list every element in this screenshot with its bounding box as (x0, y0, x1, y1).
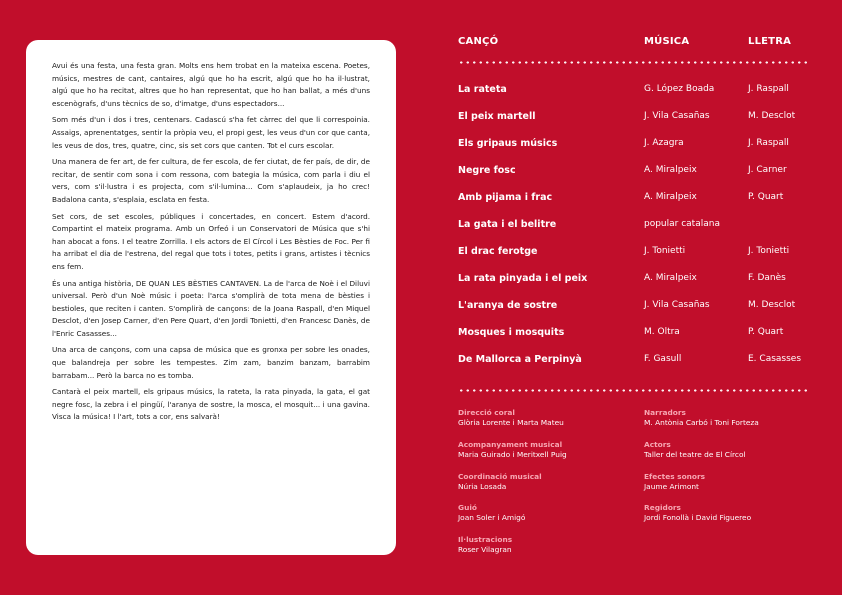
song-title: L'aranya de sostre (458, 300, 558, 311)
song-music: J. Vila Casañas (644, 111, 710, 121)
song-lyrics: J. Raspall (748, 138, 789, 148)
song-lyrics: P. Quart (748, 327, 784, 337)
header-song: CANÇÓ (458, 36, 499, 47)
credit-item (458, 503, 525, 523)
paragraph-4: Set cors, de set escoles, públiques i concertades, en concert. Estem d'acord. Compartint el mateix programa. Amb un Orfeó i un Conservatori de Música que s'hi han abocat a fons. I el teatre Zorrilla. I els actors de El Círcol i Les Bèsties de Foc. Per fi ha arribat el dia de l'estrena, del regal que tots i totes, petits i grans, artistes i tècnics ens fem. (52, 211, 370, 271)
credit-role: Efectes sonors (644, 472, 706, 481)
song-music: A. Miralpeix (644, 273, 697, 283)
song-row (458, 354, 810, 372)
song-title: Amb pijama i frac (458, 192, 553, 203)
song-title: Mosques i mosquits (458, 327, 565, 338)
song-lyrics: F. Danès (748, 273, 786, 283)
song-lyrics: M. Desclot (748, 300, 796, 310)
paragraph-7: Cantarà el peix martell, els gripaus músics, la rateta, la rata pinyada, la gata, el gat negre fosc, la zebra i el pingüí, l'aranya de sostre, la mosca, el mosquit... i una gavina. Visca la música! I l'art, tots a cor, ens salvarà! (52, 387, 370, 422)
song-row (458, 84, 810, 102)
song-row (458, 300, 810, 318)
credit-name: Joan Soler i Amigó (458, 513, 526, 522)
song-row (458, 219, 810, 237)
song-row (458, 273, 810, 291)
paragraph-1: Avui és una festa, una festa gran. Molts ens hem trobat en la mateixa escena. Poetes, músics, mestres de cant, cantaires, algú que ho ha escrit, algú que ho ha il·lustrat, algú que ho ha recitat, altres que ho han representat, que ho han ballat, a més d'uns escenògrafs, d'uns tècnics de so, d'imatge, d'uns espectadors... (52, 61, 370, 108)
song-music: A. Miralpeix (644, 165, 697, 175)
song-music: M. Oltra (644, 327, 680, 337)
song-row (458, 138, 810, 156)
song-lyrics: J. Raspall (748, 84, 789, 94)
credit-name: Maria Guirado i Meritxell Puig (458, 450, 567, 459)
song-title: El drac ferotge (458, 246, 538, 257)
song-lyrics: E. Casasses (748, 354, 802, 364)
dotted-divider (458, 61, 810, 64)
header-music: MÚSICA (644, 36, 690, 47)
credit-item (644, 440, 746, 460)
song-lyrics: J. Tonietti (748, 246, 790, 256)
credit-item (644, 472, 705, 492)
credit-role: Guió (458, 503, 477, 512)
credit-item (458, 472, 542, 492)
paragraph-3: Una manera de fer art, de fer cultura, de fer escola, de fer ciutat, de fer país, de dir, de recitar, de sentir com sona i com ressona, com bategia la música, com parla i diu el vers, com s'il·lustra i es projecta, com s'il·lumina... Com s'aplaudeix, ja ho crec! Badalona canta, s'esplaia, esclata en festa. (52, 157, 370, 204)
song-row (458, 111, 810, 129)
song-title: De Mallorca a Perpinyà (458, 354, 582, 365)
credit-role: Acompanyament musical (458, 440, 563, 449)
song-title: Negre fosc (458, 165, 516, 176)
credit-item (644, 503, 751, 523)
song-music: J. Azagra (644, 138, 684, 148)
credit-name: Taller del teatre de El Círcol (644, 450, 746, 459)
song-title: La rata pinyada i el peix (458, 273, 588, 284)
song-music: G. López Boada (644, 84, 715, 94)
song-lyrics: J. Carner (748, 165, 787, 175)
credit-name: Núria Losada (458, 482, 507, 491)
text-card (26, 40, 396, 555)
song-lyrics: M. Desclot (748, 111, 796, 121)
song-music: J. Tonietti (644, 246, 686, 256)
song-music: F. Gasull (644, 354, 682, 364)
song-music: A. Miralpeix (644, 192, 697, 202)
credit-item (644, 408, 759, 428)
credit-name: Glòria Lorente i Marta Mateu (458, 418, 564, 427)
paragraph-6: Una arca de cançons, com una capsa de música que es gronxa per sobre les onades, que balandreja per sobre les tempestes. Zim zam, banzim banzam, barrabim barrabam... Però la barca no es tomba. (52, 345, 370, 380)
song-title: La gata i el belitre (458, 219, 557, 230)
dotted-divider (458, 389, 810, 392)
song-title: Els gripaus músics (458, 138, 558, 149)
credit-role: Coordinació musical (458, 472, 542, 481)
credit-role: Il·lustracions (458, 535, 513, 544)
song-row (458, 165, 810, 183)
song-row (458, 246, 810, 264)
credit-item (458, 440, 567, 460)
song-title: La rateta (458, 84, 507, 95)
credit-name: M. Antònia Carbó i Toni Forteza (644, 418, 759, 427)
header-lyrics: LLETRA (748, 36, 792, 47)
credit-role: Regidors (644, 503, 681, 512)
song-music: popular catalana (644, 219, 720, 229)
credit-name: Jordi Fonollà i David Figuereo (644, 513, 752, 522)
song-music: J. Vila Casañas (644, 300, 710, 310)
song-row (458, 192, 810, 210)
credit-name: Roser Vilagran (458, 545, 512, 554)
paragraph-5: És una antiga història, DE QUAN LES BÈSTIES CANTAVEN. La de l'arca de Noè i el Diluvi universal. Però d'un Noè músic i poeta: l'arca s'omplirà de tota mena de bèsties i bestioles, que reciten i canten. S'omplirà de cançons: de la Joana Raspall, d'en Miquel Desclot, d'en Josep Carner, d'en Pere Quart, d'en Jordi Tonietti, d'en Francesc Danès, de l'Enric Casasses... (52, 278, 370, 338)
credit-role: Narradors (644, 408, 686, 417)
song-title: El peix martell (458, 111, 536, 122)
song-lyrics: P. Quart (748, 192, 784, 202)
paragraph-2: Som més d'un i dos i tres, centenars. Cadascú s'ha fet càrrec del que li correspoinia. Assaigs, aprenentatges, sentir la pròpia veu, el propi gest, les veus d'un cor que canta, les veus de dos, tres, quatre, cinc, sis set cors que canten. Tot el curs escolar. (52, 115, 370, 150)
song-row (458, 327, 810, 345)
credit-item (458, 408, 564, 428)
credit-name: Jaume Arimont (644, 482, 699, 491)
credit-item (458, 535, 512, 555)
credit-role: Direcció coral (458, 408, 515, 417)
credit-role: Actors (644, 440, 671, 449)
